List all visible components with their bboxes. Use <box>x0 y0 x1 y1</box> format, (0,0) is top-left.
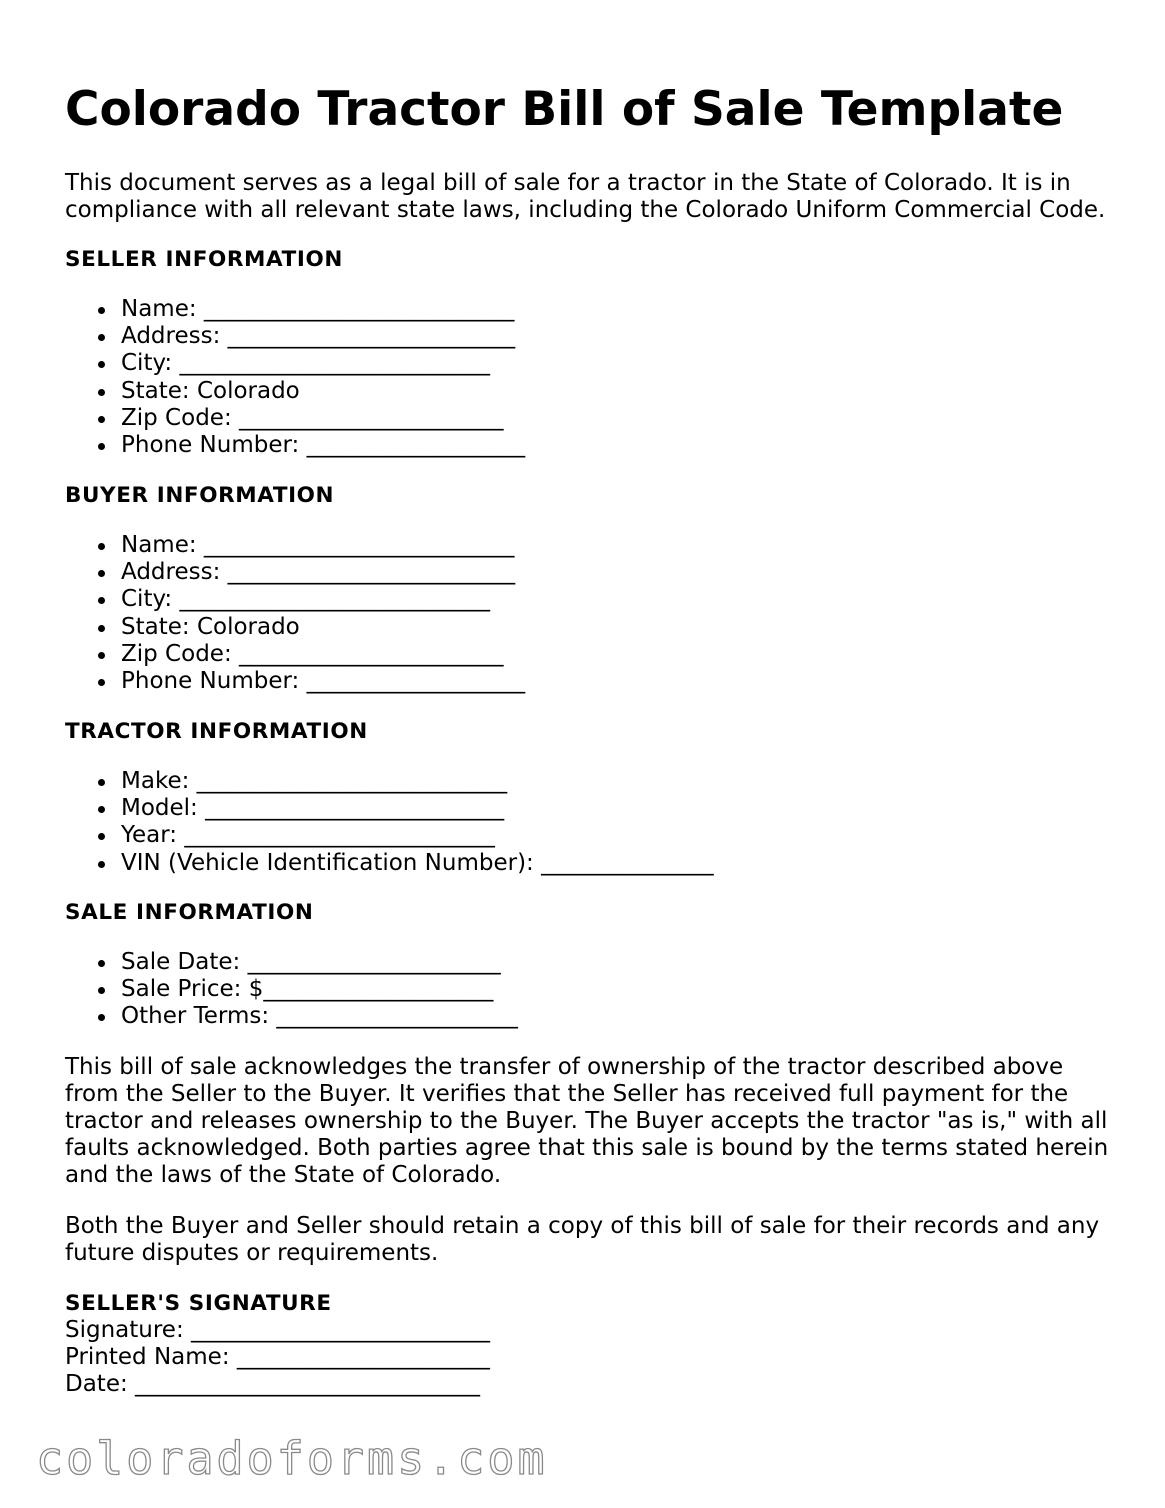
seller-address-field: Address: _________________________ <box>121 323 525 350</box>
tractor-make-field: Make: ___________________________ <box>121 768 714 795</box>
buyer-zip-field: Zip Code: _______________________ <box>121 641 525 668</box>
seller-signature-heading: SELLER'S SIGNATURE <box>65 1291 332 1316</box>
page-title: Colorado Tractor Bill of Sale Template <box>65 82 1064 137</box>
printed-name-line: Printed Name: ______________________ <box>65 1344 490 1371</box>
date-line: Date: ______________________________ <box>65 1371 481 1398</box>
buyer-name-field: Name: ___________________________ <box>121 532 525 559</box>
seller-phone-field: Phone Number: ___________________ <box>121 432 526 459</box>
sale-price-field: Sale Price: $____________________ <box>121 976 518 1003</box>
buyer-fields <box>65 532 525 695</box>
signature-line: Signature: __________________________ <box>65 1317 491 1343</box>
seller-zip-field: Zip Code: _______________________ <box>121 405 525 432</box>
tractor-year-field: Year: ___________________________ <box>121 822 714 849</box>
buyer-city-field: City: ___________________________ <box>121 586 525 613</box>
tractor-fields <box>65 768 714 877</box>
site-watermark: coloradoforms.com <box>36 1432 548 1485</box>
seller-fields <box>65 296 525 459</box>
seller-state-field: State: Colorado <box>121 378 525 405</box>
acknowledgment-paragraph: This bill of sale acknowledges the transfer of ownership of the tractor described above from the Seller to the Buyer. It verifies that the Seller has received full payment for the tractor and releases ownership to the Buyer. The Buyer accepts the tractor "as is," with all faults acknowledged. Both parties agree that this sale is bound by the terms stated herein and the laws of the State of Colorado. <box>65 1054 1109 1188</box>
buyer-address-field: Address: _________________________ <box>121 559 525 586</box>
sale-date-field: Sale Date: ______________________ <box>121 949 518 976</box>
seller-signature-block <box>65 1290 490 1399</box>
tractor-vin-field: VIN (Vehicle Identification Number): _______________ <box>121 849 714 876</box>
sale-heading: SALE INFORMATION <box>65 900 314 925</box>
tractor-heading: TRACTOR INFORMATION <box>65 719 368 744</box>
buyer-phone-field: Phone Number: ___________________ <box>121 668 526 695</box>
buyer-state-field: State: Colorado <box>121 614 525 641</box>
sale-terms-field: Other Terms: _____________________ <box>121 1003 518 1030</box>
buyer-heading: BUYER INFORMATION <box>65 483 335 508</box>
seller-heading: SELLER INFORMATION <box>65 247 343 272</box>
sale-fields <box>65 949 518 1031</box>
tractor-model-field: Model: __________________________ <box>121 795 714 822</box>
retain-note-paragraph: Both the Buyer and Seller should retain a copy of this bill of sale for their records and any future disputes or requirements. <box>65 1213 1100 1266</box>
seller-name-field: Name: ___________________________ <box>121 296 525 323</box>
seller-city-field: City: ___________________________ <box>121 350 525 377</box>
intro-paragraph: This document serves as a legal bill of sale for a tractor in the State of Colorado. It is in compliance with all relevant state laws, including the Colorado Uniform Commercial Code. <box>65 170 1106 223</box>
